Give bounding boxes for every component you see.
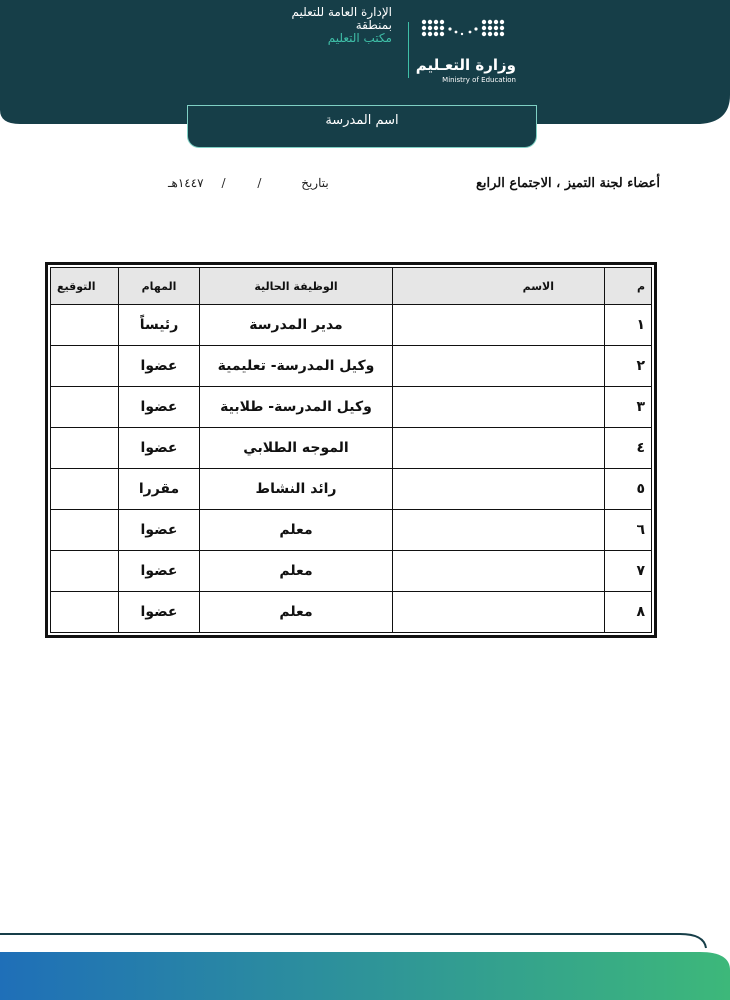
cell-job: مدير المدرسة [200, 305, 393, 346]
school-name-tab [187, 105, 537, 148]
cell-job: رائد النشاط [200, 469, 393, 510]
cell-job: معلم [200, 592, 393, 633]
education-office-label: مكتب التعليم [327, 31, 392, 45]
table-header-row [51, 268, 652, 305]
cell-name [393, 551, 605, 592]
header-signature: التوقيع [51, 268, 119, 305]
cell-num: ٧ [605, 551, 652, 592]
cell-task: عضوا [119, 346, 200, 387]
table-row [51, 387, 652, 428]
table-row [51, 469, 652, 510]
school-name-label: اسم المدرسة [325, 113, 399, 128]
cell-job: وكيل المدرسة- طلابية [200, 387, 393, 428]
table-row [51, 428, 652, 469]
ministry-name-english: Ministry of Education [442, 76, 516, 84]
header-name: الاسم [393, 268, 605, 305]
cell-name [393, 387, 605, 428]
cell-job: معلم [200, 551, 393, 592]
cell-task: عضوا [119, 510, 200, 551]
date-year: ١٤٤٧هـ [168, 176, 204, 190]
cell-num: ٦ [605, 510, 652, 551]
members-table-frame [45, 262, 657, 638]
members-table [50, 267, 652, 633]
cell-num: ٤ [605, 428, 652, 469]
date-slash-2: / [221, 176, 226, 190]
cell-name [393, 346, 605, 387]
cell-num: ٨ [605, 592, 652, 633]
cell-task: عضوا [119, 387, 200, 428]
date-slash-1: / [257, 176, 262, 190]
table-row [51, 592, 652, 633]
cell-name [393, 510, 605, 551]
cell-job: الموجه الطلابي [200, 428, 393, 469]
document-title: أعضاء لجنة التميز ، الاجتماع الرابع [475, 176, 660, 191]
date-line [168, 176, 368, 190]
cell-num: ٥ [605, 469, 652, 510]
cell-task: عضوا [119, 551, 200, 592]
cell-num: ٢ [605, 346, 652, 387]
table-row [51, 346, 652, 387]
table-row [51, 510, 652, 551]
cell-task: عضوا [119, 592, 200, 633]
header-text-block [262, 6, 392, 45]
cell-signature [51, 469, 119, 510]
cell-signature [51, 305, 119, 346]
cell-num: ٣ [605, 387, 652, 428]
footer-band [0, 930, 730, 1000]
cell-signature [51, 387, 119, 428]
cell-name [393, 428, 605, 469]
header-job: الوظيفة الحالية [200, 268, 393, 305]
header-num: م [605, 268, 652, 305]
table-row [51, 551, 652, 592]
logo-divider [408, 22, 409, 78]
header-task: المهام [119, 268, 200, 305]
cell-task: مقررا [119, 469, 200, 510]
cell-signature [51, 346, 119, 387]
date-label: بتاريخ [301, 176, 329, 190]
cell-task: عضوا [119, 428, 200, 469]
region-label: بمنطقة [355, 18, 392, 32]
cell-signature [51, 510, 119, 551]
cell-num: ١ [605, 305, 652, 346]
cell-name [393, 592, 605, 633]
cell-name [393, 469, 605, 510]
cell-job: معلم [200, 510, 393, 551]
table-row [51, 305, 652, 346]
cell-task: رئيساً [119, 305, 200, 346]
ministry-logo [408, 14, 518, 86]
general-administration-label: الإدارة العامة للتعليم [291, 5, 392, 19]
ministry-dots-icon [418, 16, 514, 50]
cell-job: وكيل المدرسة- تعليمية [200, 346, 393, 387]
cell-signature [51, 551, 119, 592]
ministry-name-arabic: وزارة التعـليم [415, 56, 516, 74]
cell-signature [51, 428, 119, 469]
cell-signature [51, 592, 119, 633]
cell-name [393, 305, 605, 346]
